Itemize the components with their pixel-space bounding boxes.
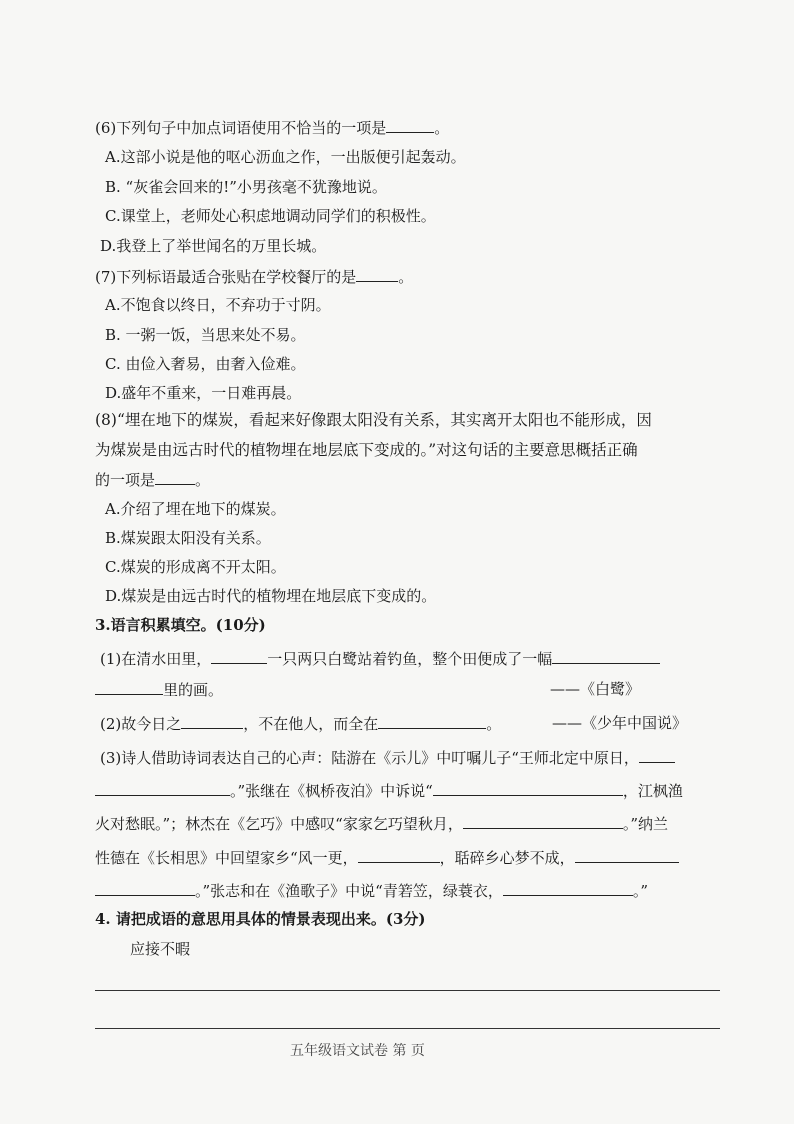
q6-stem-text: (6)下列句子中加点词语使用不恰当的一项是: [95, 119, 387, 137]
s4-idiom: 应接不暇: [130, 940, 191, 958]
q7-option-a: A.不饱食以终日，不弃功于寸阴。: [105, 296, 331, 314]
s3-item2-blank1[interactable]: [181, 712, 243, 729]
s3-item1-text-c: 里的画。: [163, 681, 224, 699]
s3-item3-text-5b: 。”: [632, 882, 649, 900]
q7-stem: [95, 265, 413, 288]
s3-item3-text-3a: 火对愁眠。”；林杰在《乞巧》中感叹“家家乞巧望秋月，: [95, 815, 463, 833]
s4-answer-line-1[interactable]: [95, 990, 720, 991]
s3-item1-line1: [100, 647, 660, 670]
s3-item1-blank2[interactable]: [552, 647, 660, 664]
s3-item3-blank3[interactable]: [433, 779, 623, 796]
s3-item1-text-a: (1)在清水田里，: [100, 650, 212, 668]
s3-item3-line2: [95, 779, 683, 802]
s3-item3-text-5a: 。”张志和在《渔歌子》中说“青箬笠，绿蓑衣，: [195, 882, 503, 900]
q7-stem-text: (7)下列标语最适合张贴在学校餐厅的是: [95, 268, 357, 286]
s3-item1-line2: [95, 678, 223, 701]
s3-item1-source: ——《白鹭》: [550, 680, 641, 698]
q7-option-d: D.盛年不重来，一日难再晨。: [105, 384, 302, 402]
s3-item3-blank7[interactable]: [95, 879, 195, 896]
s3-item2-source: ——《少年中国说》: [552, 714, 688, 732]
q6-option-b: B. “灰雀会回来的!”小男孩毫不犹豫地说。: [105, 178, 387, 196]
s3-item2-text-c: 。: [486, 715, 502, 733]
q6-answer-blank[interactable]: [386, 116, 434, 133]
q8-stem-line1: (8)“埋在地下的煤炭，看起来好像跟太阳没有关系，其实离开太阳也不能形成，因: [95, 411, 652, 429]
q6-option-d: D.我登上了举世闻名的万里长城。: [100, 237, 327, 255]
q8-option-b: B.煤炭跟太阳没有关系。: [105, 529, 271, 547]
s3-item3-blank4[interactable]: [463, 812, 623, 829]
s3-item3-line3: [95, 812, 668, 835]
q7-answer-blank[interactable]: [356, 265, 398, 282]
s3-item3-text-1: (3)诗人借助诗词表达自己的心声：陆游在《示儿》中叮嘱儿子“王师北定中原日，: [100, 749, 639, 767]
q7-option-c: C. 由俭入奢易，由奢入俭难。: [105, 355, 306, 373]
q8-option-c: C.煤炭的形成离不开太阳。: [105, 558, 286, 576]
q7-stem-end: 。: [398, 268, 414, 286]
s3-item1-blank1[interactable]: [211, 647, 267, 664]
q8-stem-end: 。: [195, 471, 211, 489]
s3-item3-line5: [95, 879, 648, 902]
s3-item3-text-2b: ，江枫渔: [622, 782, 683, 800]
q7-option-b: B. 一粥一饭，当思来处不易。: [105, 326, 306, 344]
q8-option-d: D.煤炭是由远古时代的植物埋在地层底下变成的。: [105, 587, 437, 605]
s3-item1-text-b: 一只两只白鹭站着钓鱼，整个田便成了一幅: [267, 650, 553, 668]
q8-stem-line3: [95, 468, 210, 491]
q6-stem: [95, 116, 449, 139]
s3-item2-blank2[interactable]: [378, 712, 486, 729]
q8-stem-line2: 为煤炭是由远古时代的植物埋在地层底下变成的。”对这句话的主要意思概括正确: [95, 441, 638, 459]
s3-item2-text-a: (2)故今日之: [100, 715, 182, 733]
section-3-title: 3.语言积累填空。(10分): [95, 616, 266, 634]
q8-stem-text: 的一项是: [95, 471, 156, 489]
s3-item3-blank2[interactable]: [95, 779, 230, 796]
s3-item3-blank5[interactable]: [358, 846, 440, 863]
s3-item3-text-4b: ，聒碎乡心梦不成，: [439, 849, 575, 867]
s4-answer-line-2[interactable]: [95, 1028, 720, 1029]
s3-item3-text-3b: 。”纳兰: [622, 815, 669, 833]
q8-answer-blank[interactable]: [155, 468, 195, 485]
q6-option-a: A.这部小说是他的呕心沥血之作，一出版便引起轰动。: [105, 148, 466, 166]
s3-item3-blank8[interactable]: [503, 879, 633, 896]
s3-item2-text-b: ，不在他人，而全在: [243, 715, 379, 733]
section-4-title: 4. 请把成语的意思用具体的情景表现出来。(3分): [95, 910, 426, 928]
s3-item3-text-2a: 。”张继在《枫桥夜泊》中诉说“: [230, 782, 433, 800]
s3-item3-line4: [95, 846, 679, 869]
s3-item3-text-4a: 性德在《长相思》中回望家乡“风一更，: [95, 849, 358, 867]
q6-stem-end: 。: [434, 119, 450, 137]
s3-item3-blank6[interactable]: [575, 846, 679, 863]
s3-item3-blank1[interactable]: [639, 746, 675, 763]
page-footer: 五年级语文试卷 第 页: [290, 1043, 425, 1059]
q8-option-a: A.介绍了埋在地下的煤炭。: [105, 500, 286, 518]
s3-item1-blank3[interactable]: [95, 678, 163, 695]
q6-option-c: C.课堂上，老师处心积虑地调动同学们的积极性。: [105, 207, 436, 225]
s3-item3-line1: [100, 746, 675, 769]
s3-item2: [100, 712, 501, 735]
